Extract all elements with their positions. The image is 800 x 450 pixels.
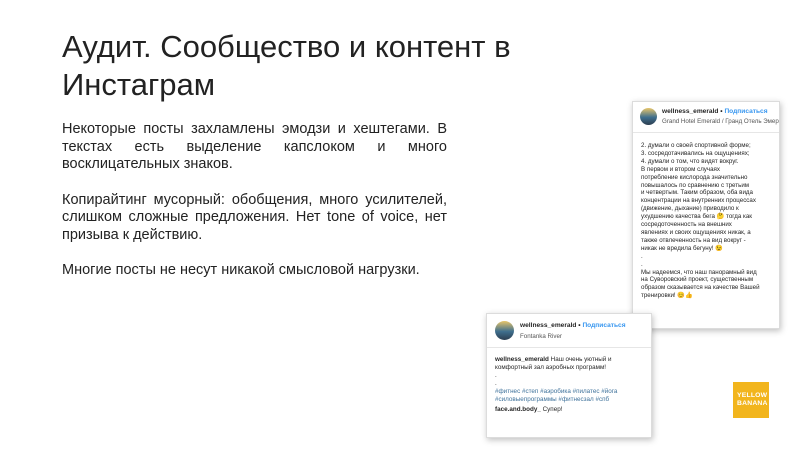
avatar	[495, 321, 514, 340]
comment-username: face.and.body_	[495, 406, 541, 413]
post-caption	[641, 142, 775, 300]
separator: •	[576, 322, 583, 329]
caption-line: повышалось по сравнению с третьим	[641, 181, 750, 189]
caption-line: сосредоточенность на внешних	[641, 221, 732, 229]
caption-line: потребление кислорода значительно	[641, 173, 748, 181]
paragraph-copywriting: Копирайтинг мусорный: обобщения, много усилителей, слишком сложные предложения. Нет tone of voice, нет призыва к действию.	[62, 191, 447, 243]
caption-line	[495, 356, 647, 364]
avatar	[640, 108, 657, 125]
caption-line: 3. сосредотачивались на ощущениях;	[641, 149, 750, 157]
caption-line: явлениях и своих ощущениях никак, а	[641, 228, 751, 236]
username: wellness_emerald	[662, 108, 719, 115]
slide-title: Аудит. Сообщество и контент в Инстаграм	[62, 29, 511, 102]
yellow-banana-logo	[733, 382, 769, 418]
follow-link: Подписаться	[724, 108, 768, 115]
caption-username: wellness_emerald	[495, 356, 549, 363]
caption-line: 4. думали о том, что видят вокруг.	[641, 157, 739, 165]
caption-text: Наш очень уютный и	[548, 356, 612, 363]
post-caption	[495, 356, 647, 414]
follow-link: Подписаться	[582, 322, 626, 329]
caption-line: тренировки! 😊👍	[641, 292, 693, 300]
caption-line: .	[641, 252, 643, 260]
caption-line: 2. думали о своей спортивной форме;	[641, 142, 751, 149]
caption-line: (движение, дыхание) приводило к	[641, 205, 739, 213]
caption-line: Мы надеемся, что наш панорамный вид	[641, 268, 757, 276]
hashtags-line: #фитнес #степ #аэробика #пилатес #йога	[495, 388, 618, 395]
caption-line: на Суворовский проект, существенным	[641, 276, 754, 284]
caption-line: также отвлеченность на вид вокруг -	[641, 236, 746, 244]
post-header	[487, 314, 651, 348]
post-author	[520, 322, 626, 329]
hashtags-line: #силовыепрограммы #фитнесзал #спб	[495, 396, 610, 403]
instagram-post-screenshot-2	[486, 313, 652, 438]
separator: •	[718, 108, 725, 115]
paragraph-meaning: Многие посты не несут никакой смысловой нагрузки.	[62, 262, 420, 278]
paragraph-emoji-hashtags: Некоторые посты захламлены эмодзи и хештегами. В текстах есть выделение капслоком и много восклицательных знаков.	[62, 121, 447, 172]
caption-line: .	[641, 260, 643, 268]
post-author	[662, 108, 768, 115]
caption-line: В первом и втором случаях	[641, 165, 721, 173]
post-location: Grand Hotel Emerald / Гранд Отель Эмер	[662, 118, 779, 125]
instagram-post-screenshot-1	[632, 101, 780, 329]
post-header	[633, 102, 779, 133]
caption-line: комфортный зал аэробных программ!	[495, 364, 607, 371]
comment	[495, 406, 647, 414]
caption-line: никак не вредила бегуну! 😉	[641, 244, 723, 252]
caption-line: .	[495, 372, 497, 379]
caption-line: образом сказывается на качестве Вашей	[641, 284, 760, 292]
slide-body	[62, 121, 447, 298]
caption-line: .	[495, 380, 497, 387]
comment-text: Супер!	[540, 406, 563, 413]
logo-line: YELLOW	[737, 392, 768, 399]
caption-line: концентрации на внутренних процессах	[641, 197, 756, 205]
caption-line: ухудшению качества бега 🤔 тогда как	[641, 213, 753, 221]
post-location: Fontanka River	[520, 333, 562, 340]
logo-line: BANANA	[737, 400, 768, 407]
username: wellness_emerald	[520, 322, 577, 329]
caption-line: и четвертым. Таким образом, оба вида	[641, 189, 753, 197]
